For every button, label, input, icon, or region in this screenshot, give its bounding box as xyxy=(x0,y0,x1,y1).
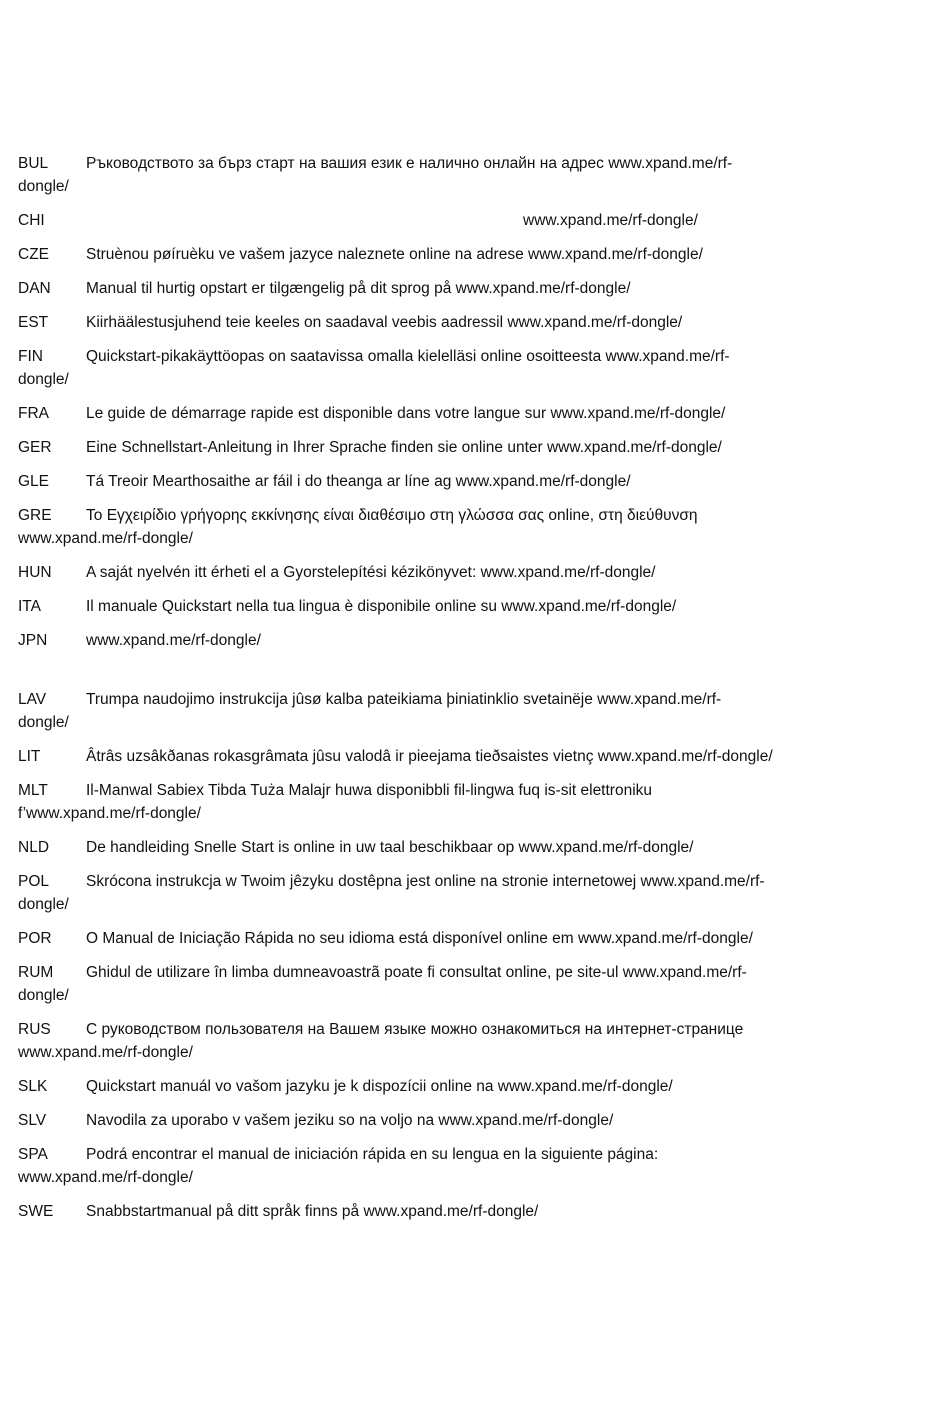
entry-chi xyxy=(18,209,878,232)
language-code: SPA xyxy=(18,1146,48,1163)
entry-slk xyxy=(18,1075,878,1098)
entry-bul: BUL Ръководството за бърз старт на вашия език е налично онлайн на адрес www.xpand.me/rf- dongle/ xyxy=(18,152,878,198)
entry-text: Il manuale Quickstart nella tua lingua è disponibile online su www.xpand.me/rf-dongle/ xyxy=(86,598,677,615)
entry-swe xyxy=(18,1200,878,1223)
entry-mlt: MLT Il-Manwal Sabiex Tibda Tuża Malajr huwa disponibbli fil-lingwa fuq is-sit elettroniku f’www.xpand.me/rf-dongle/ xyxy=(18,779,878,825)
language-code: CHI xyxy=(18,212,45,229)
language-code: FRA xyxy=(18,405,49,422)
entry-rum: RUM Ghidul de utilizare în limba dumneavoastrã poate fi consultat online, pe site-ul www.xpand.me/rf- dongle/ xyxy=(18,961,878,1007)
entry-gle xyxy=(18,470,878,493)
language-code: JPN xyxy=(18,632,48,649)
language-code: GLE xyxy=(18,473,50,490)
entry-lav: LAV Trumpa naudojimo instrukcija jûsø kalba pateikiama þiniatinklio svetainëje www.xpand.me/rf- dongle/ xyxy=(18,688,878,734)
language-code: GER xyxy=(18,439,52,456)
language-code: ITA xyxy=(18,598,41,615)
entry-text: Âtrâs uzsâkðanas rokasgrâmata jûsu valodâ ir pieejama tieðsaistes vietnç www.xpand.me/rf-dongle/ xyxy=(86,748,773,765)
entry-text: Tá Treoir Mearthosaithe ar fáil i do theanga ar líne ag www.xpand.me/rf-dongle/ xyxy=(86,473,631,490)
language-code: BUL xyxy=(18,155,49,172)
entry-fra xyxy=(18,402,878,425)
language-code: RUM xyxy=(18,964,54,981)
entry-text: De handleiding Snelle Start is online in uw taal beschikbaar op www.xpand.me/rf-dongle/ xyxy=(86,839,694,856)
entry-slv xyxy=(18,1109,878,1132)
entry-text: www.xpand.me/rf-dongle/ xyxy=(86,632,261,649)
entry-text: Snabbstartmanual på ditt språk finns på www.xpand.me/rf-dongle/ xyxy=(86,1203,539,1220)
entry-text: O Manual de Iniciação Rápida no seu idioma está disponível online em www.xpand.me/rf-dongle/ xyxy=(86,930,753,947)
language-code: POL xyxy=(18,873,50,890)
language-code: POR xyxy=(18,930,52,947)
language-code: GRE xyxy=(18,507,52,524)
language-code: CZE xyxy=(18,246,49,263)
language-code: SWE xyxy=(18,1203,54,1220)
entry-fin: FIN Quickstart-pikakäyttöopas on saatavissa omalla kielelläsi online osoitteesta www.xpand.me/rf- dongle/ xyxy=(18,345,878,391)
entry-por xyxy=(18,927,878,950)
entry-est xyxy=(18,311,878,334)
entry-text: Kiirhäälestusjuhend teie keeles on saadaval veebis aadressil www.xpand.me/rf-dongle/ xyxy=(86,314,683,331)
language-code: LAV xyxy=(18,691,47,708)
entry-text: Navodila za uporabo v vašem jeziku so na voljo na www.xpand.me/rf-dongle/ xyxy=(86,1112,614,1129)
entry-lit xyxy=(18,745,878,768)
language-code: RUS xyxy=(18,1021,51,1038)
entry-text: Struènou pøíruèku ve vašem jazyce naleznete online na adrese www.xpand.me/rf-dongle/ xyxy=(86,246,703,263)
entry-text: Quickstart manuál vo vašom jazyku je k dispozícii online na www.xpand.me/rf-dongle/ xyxy=(86,1078,673,1095)
language-code: HUN xyxy=(18,564,52,581)
entry-rus: RUS С руководством пользователя на Вашем языке можно ознакомиться на интернет-странице www.xpand.me/rf-dongle/ xyxy=(18,1018,878,1064)
entry-text: Manual til hurtig opstart er tilgængelig på dit sprog på www.xpand.me/rf-dongle/ xyxy=(86,280,631,297)
entry-ita xyxy=(18,595,878,618)
entry-jpn xyxy=(18,629,878,652)
entry-cze xyxy=(18,243,878,266)
entry-text: Eine Schnellstart-Anleitung in Ihrer Sprache finden sie online unter www.xpand.me/rf-dongle/ xyxy=(86,439,722,456)
entry-nld xyxy=(18,836,878,859)
entry-text: Le guide de démarrage rapide est disponible dans votre langue sur www.xpand.me/rf-dongle/ xyxy=(86,405,726,422)
language-code: SLK xyxy=(18,1078,48,1095)
language-code: FIN xyxy=(18,348,43,365)
entry-hun xyxy=(18,561,878,584)
entry-ger xyxy=(18,436,878,459)
language-code: EST xyxy=(18,314,49,331)
entry-pol: POL Skrócona instrukcja w Twoim jêzyku dostêpna jest online na stronie internetowej www.xpand.me/rf- dongle/ xyxy=(18,870,878,916)
language-code: MLT xyxy=(18,782,48,799)
entry-text: A saját nyelvén itt érheti el a Gyorstelepítési kézikönyvet: www.xpand.me/rf-dongle/ xyxy=(86,564,656,581)
language-code: NLD xyxy=(18,839,50,856)
language-manual-list xyxy=(18,152,878,1223)
entry-dan xyxy=(18,277,878,300)
entry-gre: GRE Το Εγχειρίδιο γρήγορης εκκίνησης είναι διαθέσιμο στη γλώσσα σας online, στη διεύθυνση www.xpand.me/rf-dongle/ xyxy=(18,504,878,550)
language-code: SLV xyxy=(18,1112,47,1129)
entry-spa: SPA Podrá encontrar el manual de iniciación rápida en su lengua en la siguiente página: www.xpand.me/rf-dongle/ xyxy=(18,1143,878,1189)
language-code: DAN xyxy=(18,280,51,297)
entry-text: www.xpand.me/rf-dongle/ xyxy=(523,212,698,229)
language-code: LIT xyxy=(18,748,41,765)
